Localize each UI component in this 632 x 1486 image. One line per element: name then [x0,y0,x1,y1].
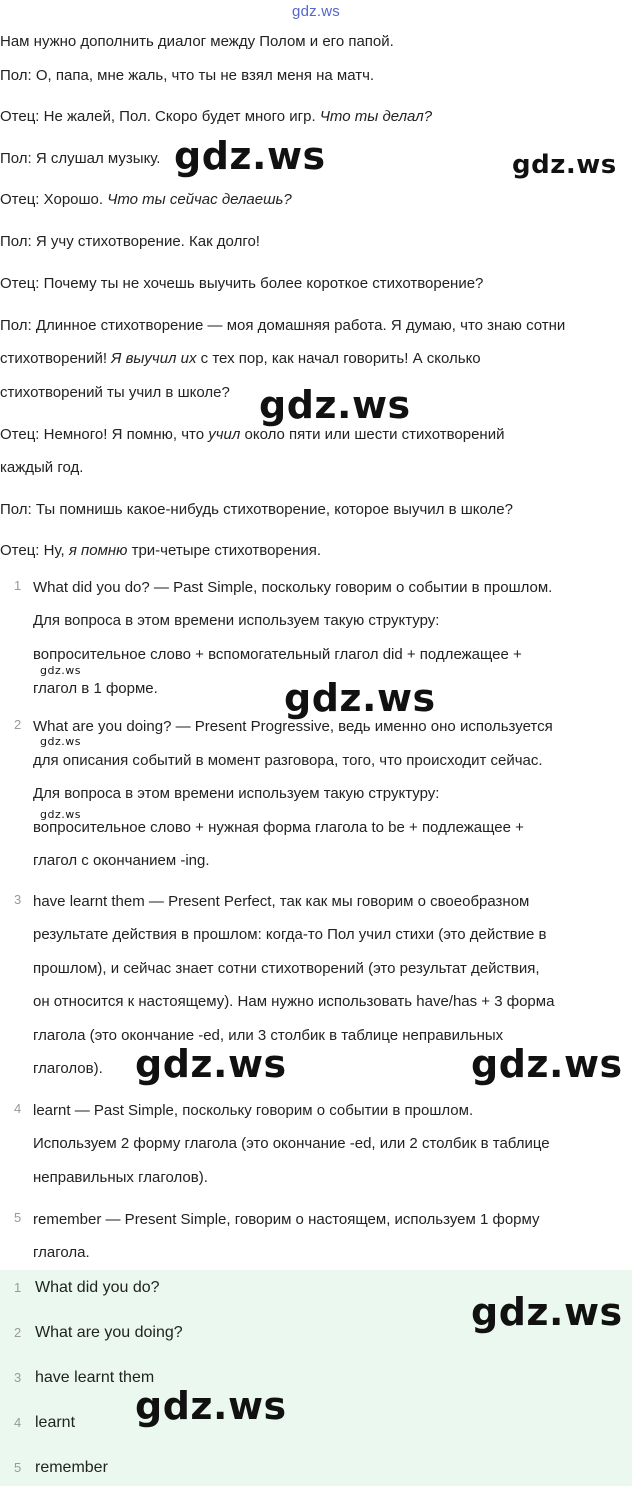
watermark: gdz.ws [471,1042,623,1086]
watermark: gdz.ws [135,1042,287,1086]
answer-text: What are you doing? [35,1324,183,1341]
explanation-line: вопросительное слово + вспомогательный глагол did + подлежащее + [33,646,522,663]
explanation-line: глагол с окончанием -ing. [33,852,210,869]
answer-text: have learnt them [35,1369,155,1386]
item-number: 4 [14,1415,22,1430]
item-number: 1 [14,578,22,593]
explanation-line: глаголов). [33,1060,103,1077]
dialog-line: стихотворений ты учил в школе? [0,384,230,401]
dialog-line: Пол: Длинное стихотворение — моя домашняя работа. Я думаю, что знаю сотни [0,317,566,334]
explanation-line: Используем 2 форму глагола (это окончание -ed, или 2 столбик в таблице [33,1135,550,1152]
explanation-line: have learnt them — Present Perfect, так как мы говорим о своеобразном [33,893,530,910]
explanation-line: он относится к настоящему). Нам нужно использовать have/has + 3 форма [33,993,555,1010]
watermark: gdz.ws [40,664,81,677]
answer-text: What did you do? [35,1279,160,1296]
explanation-line: результате действия в прошлом: когда-то Пол учил стихи (это действие в [33,926,547,943]
item-number: 2 [14,1325,22,1340]
explanation-line: неправильных глаголов). [33,1169,208,1186]
answer-text: remember [35,1459,108,1476]
watermark: gdz.ws [135,1384,287,1428]
watermark: gdz.ws [40,808,81,821]
dialog-section [0,0,632,570]
watermark: gdz.ws [40,735,81,748]
watermark: gdz.ws [259,383,411,427]
item-number: 3 [14,892,22,907]
watermark: gdz.ws [284,676,436,720]
explanation-line: глагол в 1 форме. [33,680,158,697]
explanation-line: What are you doing? — Present Progressive, ведь именно оно используется [33,718,553,735]
explanation-line: Для вопроса в этом времени используем такую структуру: [33,612,440,629]
dialog-line: Нам нужно дополнить диалог между Полом и его папой. [0,33,394,50]
dialog-line: каждый год. [0,459,84,476]
watermark: gdz.ws [471,1290,623,1334]
explanation-line: Для вопроса в этом времени используем такую структуру: [33,785,440,802]
explanation-line: глагола (это окончание -ed, или 3 столбик в таблице неправильных [33,1027,504,1044]
explanation-line: вопросительное слово + нужная форма глагола to be + подлежащее + [33,819,524,836]
item-number: 5 [14,1210,22,1225]
explanations-section [0,570,632,1270]
explanation-line: remember — Present Simple, говорим о настоящем, используем 1 форму [33,1211,540,1228]
explanation-line: What did you do? — Past Simple, поскольку говорим о событии в прошлом. [33,579,553,596]
item-number: 4 [14,1101,22,1116]
item-number: 3 [14,1370,22,1385]
item-number: 5 [14,1460,22,1475]
dialog-line: Отец: Немного! Я помню, что учил около пяти или шести стихотворений [0,426,505,443]
dialog-line: Отец: Хорошо. Что ты сейчас делаешь? [0,191,292,208]
dialog-line: Отец: Почему ты не хочешь выучить более короткое стихотворение? [0,275,484,292]
dialog-line: Отец: Не жалей, Пол. Скоро будет много игр. Что ты делал? [0,108,433,125]
dialog-line: Пол: Ты помнишь какое-нибудь стихотворение, которое выучил в школе? [0,501,513,518]
dialog-line: Пол: О, папа, мне жаль, что ты не взял меня на матч. [0,67,375,84]
dialog-line: Отец: Ну, я помню три-четыре стихотворения. [0,542,322,559]
explanation-line: learnt — Past Simple, поскольку говорим о событии в прошлом. [33,1102,474,1119]
answer-text: learnt [35,1414,76,1431]
item-number: 2 [14,717,22,732]
watermark: gdz.ws [512,150,617,180]
site-watermark-top: gdz.ws [292,3,340,20]
explanation-line: глагола. [33,1244,90,1261]
dialog-line: стихотворений! Я выучил их с тех пор, как начал говорить! А сколько [0,350,481,367]
explanation-line: прошлом), и сейчас знает сотни стихотворений (это результат действия, [33,960,540,977]
explanation-line: для описания событий в момент разговора, того, что происходит сейчас. [33,752,543,769]
dialog-line: Пол: Я слушал музыку. [0,150,161,167]
item-number: 1 [14,1280,22,1295]
watermark: gdz.ws [174,134,326,178]
dialog-line: Пол: Я учу стихотворение. Как долго! [0,233,260,250]
